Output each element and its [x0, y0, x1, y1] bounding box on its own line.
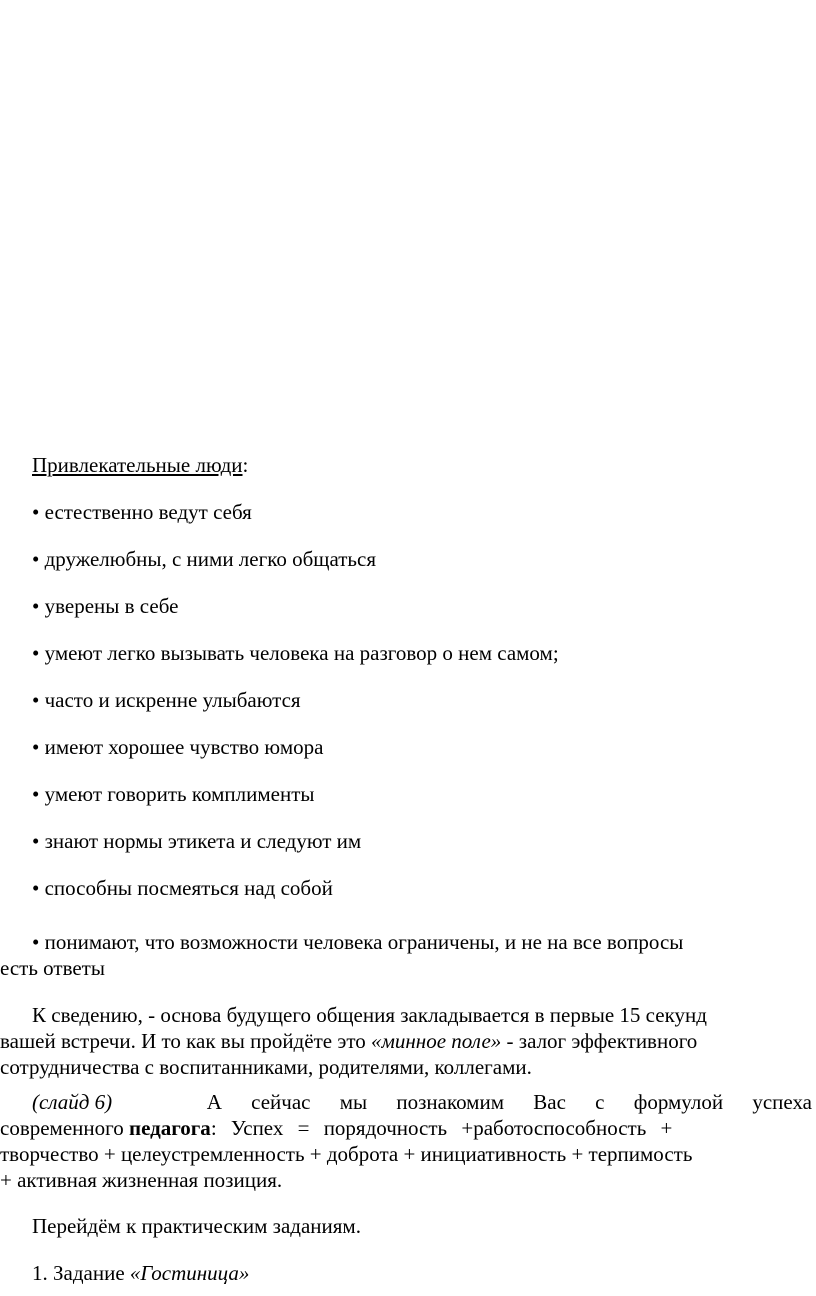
list-item: • дружелюбны, с ними легко общаться	[32, 547, 376, 571]
info-line-2-text: вашей встречи. И то как вы пройдёте это	[0, 1029, 371, 1053]
slide-reference: (слайд 6)	[32, 1090, 113, 1114]
heading-colon: :	[242, 453, 249, 477]
formula-line-1-text: А сейчас мы познакомим Вас с формулой успеха	[177, 1090, 812, 1114]
last-bullet-line-2: есть ответы	[0, 956, 105, 980]
formula-line-3: творчество + целеустремленность + доброта + инициативность + терпимость	[0, 1142, 693, 1166]
list-item: • способны посмеяться над собой	[32, 876, 333, 900]
formula-line-4: + активная жизненная позиция.	[0, 1168, 283, 1192]
info-line-2	[0, 1028, 812, 1054]
list-item: • уверены в себе	[32, 594, 179, 618]
info-line-2-tail: - залог эффективного	[501, 1029, 698, 1053]
list-item: • имеют хорошее чувство юмора	[32, 735, 324, 759]
practice-intro: Перейдём к практическим заданиям.	[32, 1214, 361, 1238]
list-item: • знают нормы этикета и следуют им	[32, 829, 362, 853]
formula-line-2-tail: : Успех = порядочность +работоспособность +	[210, 1116, 673, 1140]
list-item: • естественно ведут себя	[32, 500, 252, 524]
formula-line-2-text: современного	[0, 1116, 129, 1140]
task-title: «Гостиница»	[129, 1261, 250, 1285]
task-number: 1. Задание	[32, 1261, 130, 1285]
info-line-3: сотрудничества с воспитанниками, родителями, коллегами.	[0, 1055, 532, 1079]
traits-list	[32, 499, 812, 922]
formula-line-1	[32, 1089, 812, 1115]
list-item: • часто и искренне улыбаются	[32, 688, 301, 712]
task-heading	[0, 1260, 816, 1286]
minefield-phrase: «минное поле»	[370, 1029, 502, 1053]
list-item: • умеют говорить комплименты	[32, 782, 315, 806]
formula-line-2	[0, 1115, 812, 1141]
teacher-word: педагога	[128, 1116, 211, 1140]
section-heading	[32, 452, 248, 478]
last-bullet-line-1: • понимают, что возможности человека ограничены, и не на все вопросы	[32, 930, 684, 954]
heading-text: Привлекательные люди	[32, 453, 243, 477]
list-item: • умеют легко вызывать человека на разговор о нем самом;	[32, 641, 559, 665]
info-line-1: К сведению, - основа будущего общения закладывается в первые 15 секунд	[32, 1003, 707, 1027]
